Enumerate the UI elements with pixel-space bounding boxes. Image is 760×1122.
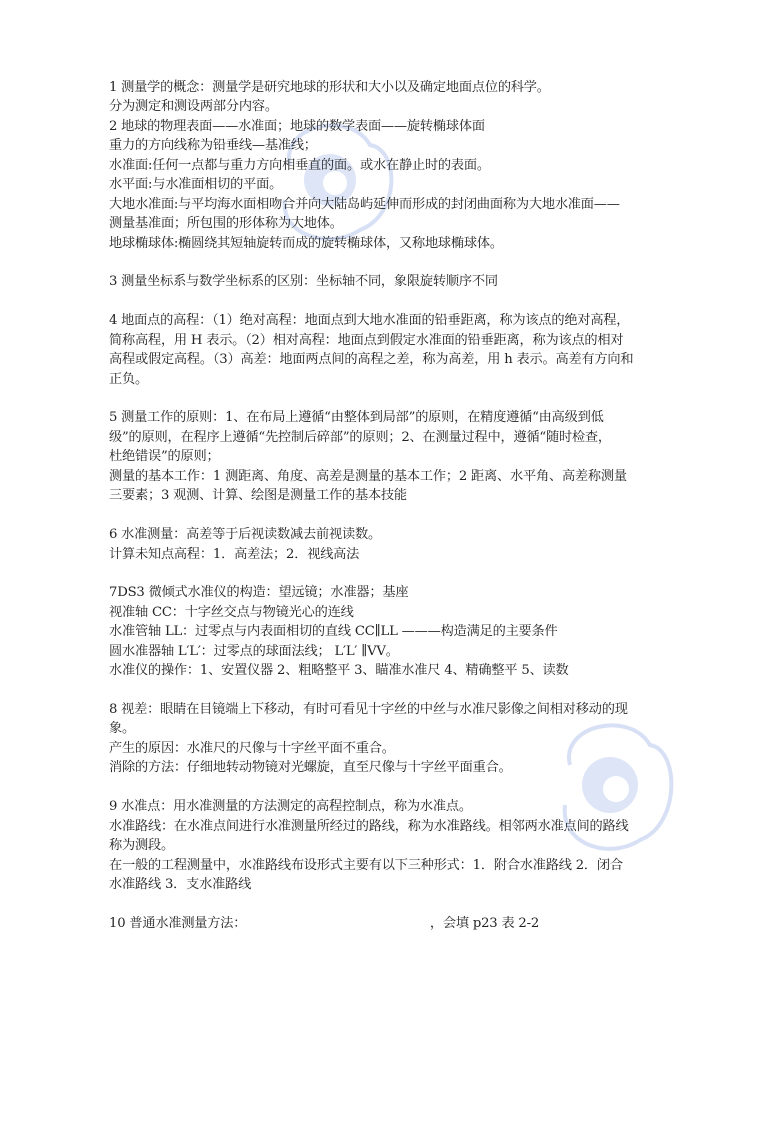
text-line: 水准路线 3．支水准路线 [109,876,252,892]
text-line: 9 水准点：用水准测量的方法测定的高程控制点，称为水准点。 [109,799,472,815]
blank-line [109,778,669,797]
blank-line [109,253,669,272]
text-line: 3 测量坐标系与数学坐标系的区别：坐标轴不同，象限旋转顺序不同 [109,274,498,290]
blank-line [109,564,669,583]
text-line: 水准仪的操作：1、安置仪器 2、粗略整平 3、瞄准水准尺 4、精确整平 5、读数 [109,663,569,679]
text-line: 消除的方法：仔细地转动物镜对光螺旋，直至尺像与十字丝平面重合。 [109,760,512,776]
text-line: 8 视差：眼睛在目镜端上下移动，有时可看见十字丝的中丝与水准尺影像之间相对移动的现 [109,702,628,717]
text-line: 正负。 [109,371,148,387]
text-line: 测量基准面；所包围的形体称为大地体。 [109,216,343,232]
text-line: 称为测段。 [109,838,174,854]
text-line: 高程或假定高程。（3）高差：地面两点间的高程之差，称为高差，用 h 表示。高差有方向和 [109,352,634,368]
blank-line [109,506,669,525]
text-line: 地球椭球体:椭圆绕其短轴旋转而成的旋转椭球体，又称地球椭球体。 [109,235,503,251]
blank-line [109,681,669,700]
text-line: 1 测量学的概念：测量学是研究地球的形状和大小以及确定地面点位的科学。 [109,80,550,95]
text-line: 6 水准测量：高差等于后视读数减去前视读数。 [109,527,381,543]
text-line: 4 地面点的高程：（1）绝对高程：地面点到大地水准面的铅垂距离，称为该点的绝对高程， [109,313,630,329]
text-line: 杜绝错误”的原则； [109,449,220,465]
blank-line [109,894,669,913]
text-line: 7DS3 微倾式水准仪的构造：望远镜；水准器；基座 [109,585,409,601]
blank-line [109,389,669,408]
text-line: 象。 [109,721,135,737]
text-line: 大地水准面:与平均海水面相吻合并向大陆岛屿延伸而形成的封闭曲面称为大地水准面—— [109,196,620,212]
text-line: 产生的原因：水准尺的尺像与十字丝平面不重合。 [109,740,395,756]
text-line: 10 普通水准测量方法： ，会填 p23 表 2-2 [109,915,540,931]
text-line: 重力的方向线称为铅垂线—基准线； [109,138,317,154]
text-line: 在一般的工程测量中，水准路线布设形式主要有以下三种形式：1．附合水准路线 2．闭合 [109,857,623,873]
text-line: 分为测定和测设两部分内容。 [109,99,278,115]
text-line: 简称高程，用 H 表示。（2）相对高程：地面点到假定水准面的铅垂距离，称为该点的相对 [109,332,624,348]
text-line: 计算未知点高程：1．高差法；2．视线高法 [109,546,360,562]
blank-line [109,292,669,311]
text-line: 水准路线：在水准点间进行水准测量所经过的路线，称为水准路线。相邻两水准点间的路线 [109,818,629,834]
document-body [109,78,669,933]
text-line: 水平面:与水准面相切的平面。 [109,177,283,193]
text-line: 水准管轴 LL：过零点与内表面相切的直线 CC∥LL ———构造满足的主要条件 [109,624,558,640]
text-line: 视准轴 CC：十字丝交点与物镜光心的连线 [109,604,354,620]
text-line: 测量的基本工作：1 测距离、角度、高差是测量的基本工作；2 距离、水平角、高差称测量 [109,468,627,484]
text-line: 2 地球的物理表面——水准面；地球的数学表面——旋转椭球体面 [109,118,485,134]
text-line: 水准面:任何一点都与重力方向相垂直的面。或水在静止时的表面。 [109,157,490,173]
text-line: 级”的原则，在程序上遵循“先控制后碎部”的原则；2、在测量过程中，遵循“随时检查， [109,429,611,445]
text-line: 圆水准器轴 L′L′：过零点的球面法线； L′L′ ∥VV。 [109,643,399,659]
text-line: 三要素；3 观测、计算、绘图是测量工作的基本技能 [109,488,407,504]
text-line: 5 测量工作的原则：1、在布局上遵循“由整体到局部”的原则，在精度遵循“由高级到低 [109,410,604,426]
